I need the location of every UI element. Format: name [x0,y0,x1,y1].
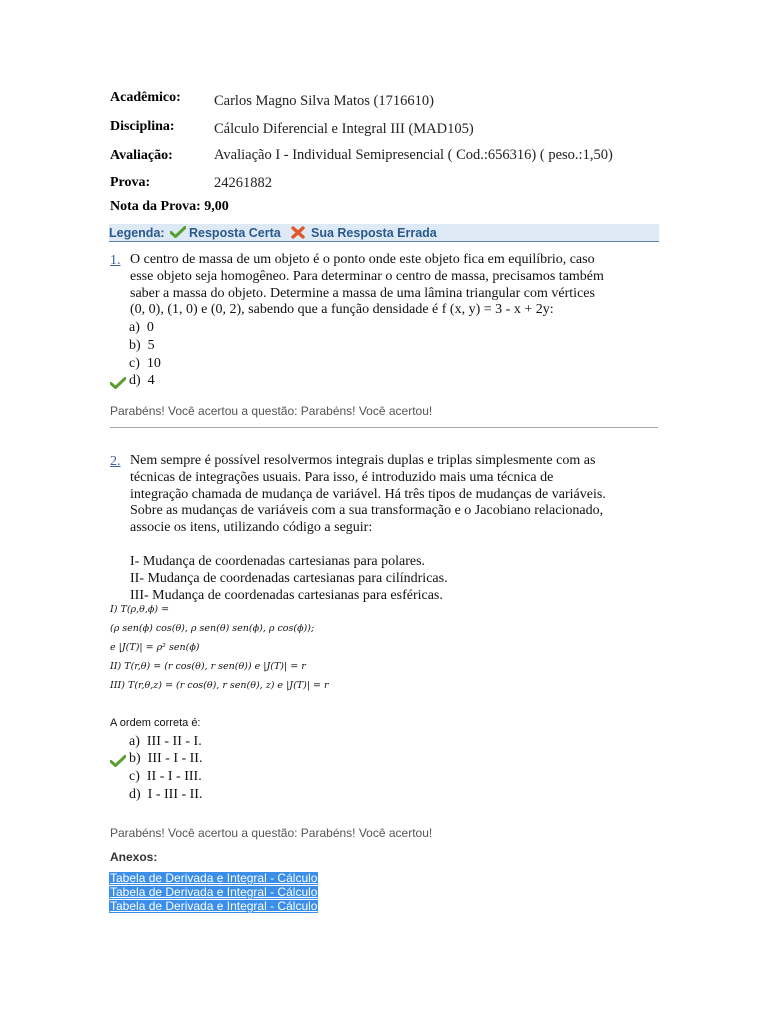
question-text-line: Nem sempre é possível resolvermos integrais duplas e triplas simplesmente com as [130,453,596,468]
question-text-line: integração chamada de mudança de variável. Há três tipos de mudanças de variáveis. [130,486,606,502]
anexo-link[interactable]: Tabela de Derivada e Integral - Cálculo [110,885,318,899]
q2-option-b: b) III - I - II. [129,751,203,766]
question-text-line: O centro de massa de um objeto é o ponto onde este objeto fica em equilíbrio, caso [130,252,595,267]
question-text-line: saber a massa do objeto. Determine a massa de uma lâmina triangular com vértices [130,285,595,301]
legend-label: Legenda: [109,226,165,240]
question-1-number[interactable]: 1. [110,253,121,268]
question-text-line: associe os itens, utilizando código a seguir: [130,520,373,536]
q1-feedback: Parabéns! Você acertou a questão: Parabéns! Você acertou! [110,404,433,418]
check-icon [110,376,126,394]
question-text-line: (0, 0), (1, 0) e (0, 2), sabendo que a função densidade é f (x, y) = 3 - x + 2y: [130,302,554,318]
math-line: I) T(ρ,θ,ϕ) = [110,604,170,615]
ordem-label: A ordem correta é: [110,717,201,729]
question-2-number[interactable]: 2. [110,454,121,469]
item-line: II- Mudança de coordenadas cartesianas para cilíndricas. [130,570,448,586]
disciplina-value: Cálculo Diferencial e Integral III (MAD105) [214,121,474,137]
cross-icon [291,226,305,245]
question-text-line: Sobre as mudanças de variáveis com a sua transformação e o Jacobiano relacionado, [130,503,604,519]
item-line: III- Mudança de coordenadas cartesianas para esféricas. [130,587,443,603]
math-line: (ρ sen(ϕ) cos(θ), ρ sen(θ) sen(ϕ), ρ cos(ϕ)); [110,623,315,634]
prova-value: 24261882 [214,175,272,191]
prova-label: Prova: [110,175,151,190]
divider [110,427,658,428]
q1-option-d: d) 4 [129,373,155,388]
check-icon [170,225,186,244]
question-text-line: técnicas de integrações usuais. Para isso, é introduzido mais uma técnica de [130,469,554,485]
anexo-link[interactable]: Tabela de Derivada e Integral - Cálculo [110,871,318,885]
question-2-items [130,554,448,604]
q2-feedback: Parabéns! Você acertou a questão: Parabéns! Você acertou! [110,826,433,840]
q2-option-a: a) III - II - I. [129,734,202,749]
q2-option-c: c) II - I - III. [129,769,202,784]
anexo-link[interactable]: Tabela de Derivada e Integral - Cálculo [110,899,318,913]
item-line: I- Mudança de coordenadas cartesianas para polares. [130,554,426,569]
disciplina-label: Disciplina: [110,119,175,134]
legend-bar [109,224,659,242]
avaliacao-label: Avaliação: [110,148,173,163]
math-line: e |J(T)| = ρ² sen(ϕ) [110,642,200,653]
avaliacao-value: Avaliação I - Individual Semipresencial ( Cod.:656316) ( peso.:1,50) [214,147,613,163]
math-line: III) T(r,θ,z) = (r cos(θ), r sen(θ), z) e |J(T)| = r [110,680,329,691]
q1-option-c: c) 10 [129,356,161,371]
q1-option-b: b) 5 [129,338,155,353]
check-icon [110,754,126,772]
anexos-label: Anexos: [110,850,158,864]
math-line: II) T(r,θ) = (r cos(θ), r sen(θ)) e |J(T)| = r [110,661,306,672]
question-1-text [130,252,604,319]
legend-certa: Resposta Certa [189,226,281,240]
question-text-line: esse objeto seja homogêneo. Para determinar o centro de massa, precisamos também [130,268,604,284]
question-2-text [130,453,606,537]
grade-text: Nota da Prova: 9,00 [110,199,229,214]
q2-option-d: d) I - III - II. [129,787,203,802]
academico-label: Acadêmico: [110,90,181,105]
academico-value: Carlos Magno Silva Matos (1716610) [214,93,434,109]
legend-errada: Sua Resposta Errada [311,226,437,240]
q1-option-a: a) 0 [129,320,154,335]
